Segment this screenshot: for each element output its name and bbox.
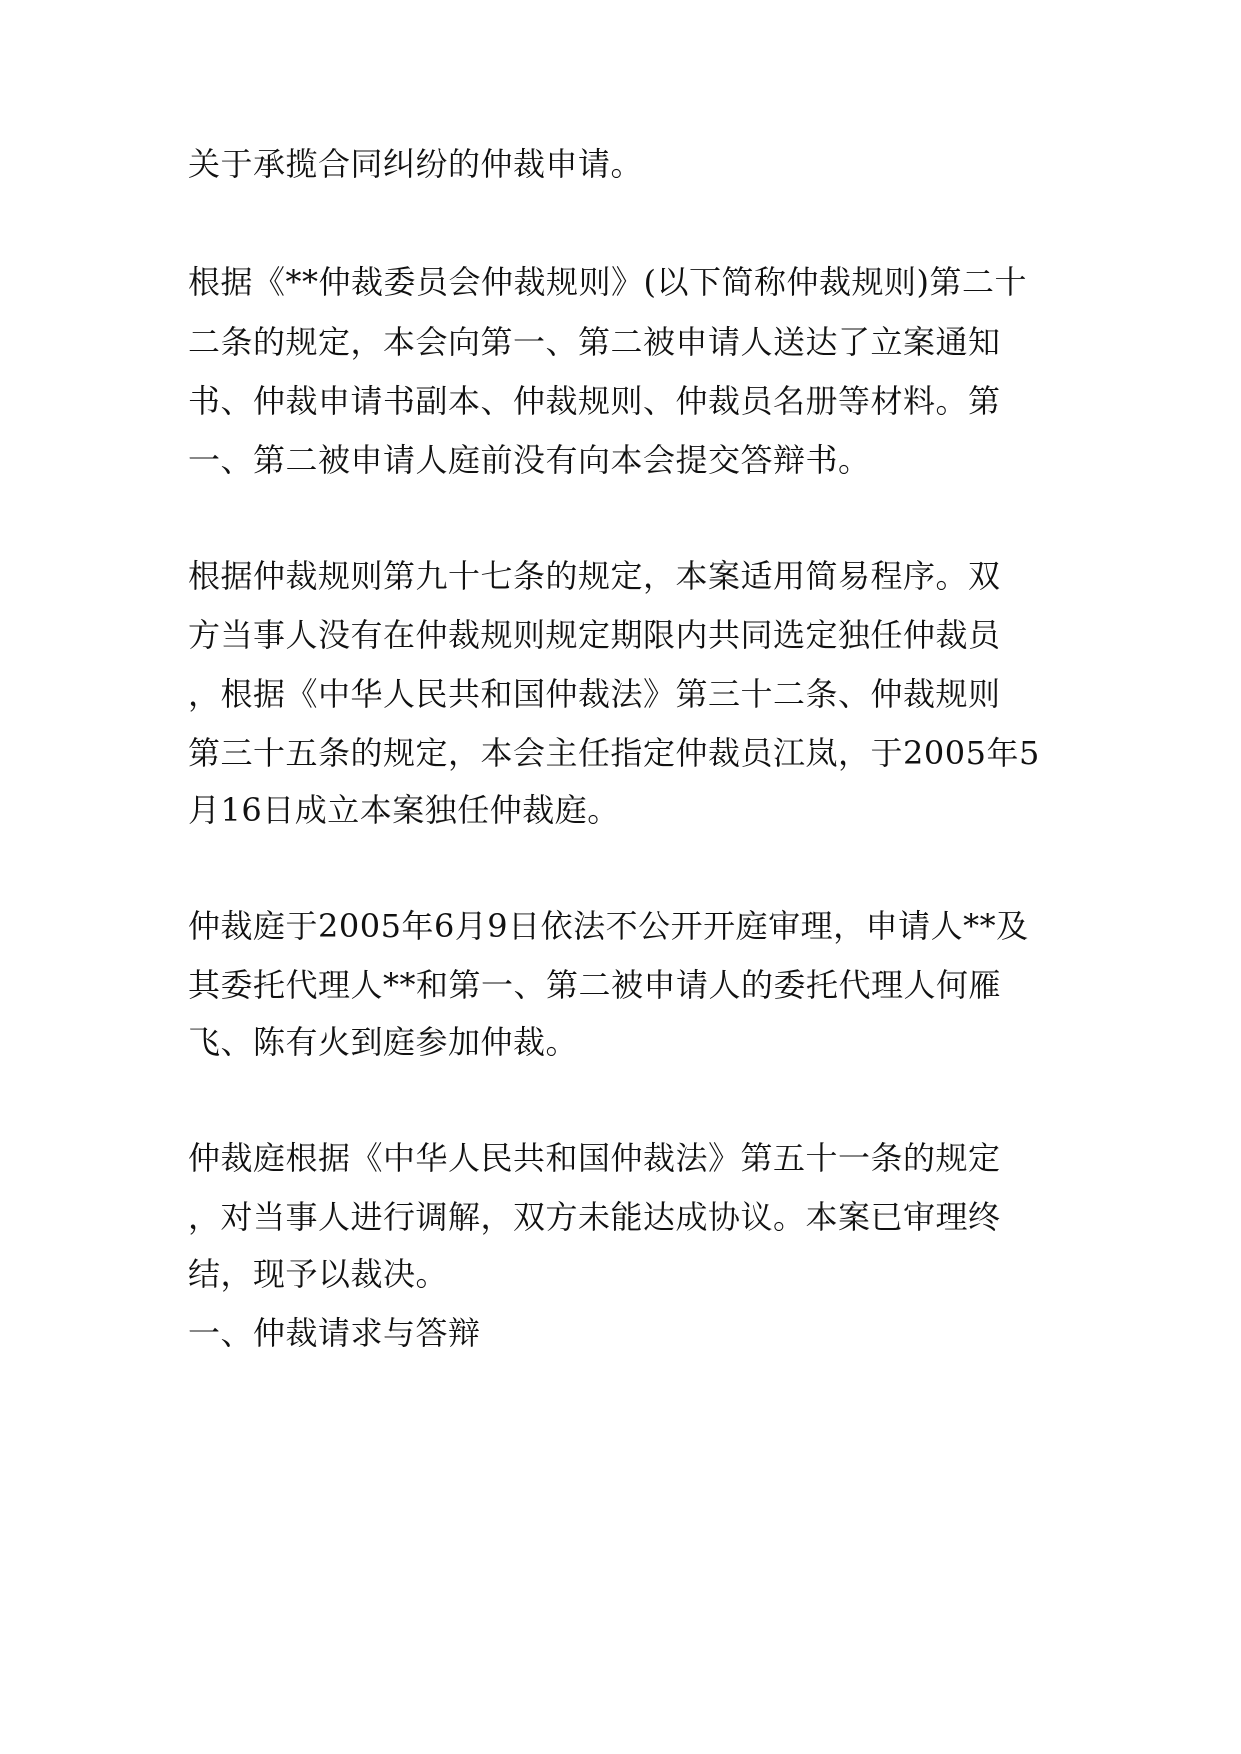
section-heading: 一、仲裁请求与答辩 (188, 1314, 481, 1352)
paragraph-2-line-2: 二条的规定，本会向第一、第二被申请人送达了立案通知 (188, 323, 1001, 361)
paragraph-1-line-1: 关于承揽合同纠纷的仲裁申请。 (188, 145, 644, 183)
paragraph-4-line-1: 仲裁庭于2005年6月9日依法不公开开庭审理，申请人**及 (188, 907, 1029, 945)
paragraph-3-line-1: 根据仲裁规则第九十七条的规定，本案适用简易程序。双 (188, 557, 1001, 595)
paragraph-2-line-4: 一、第二被申请人庭前没有向本会提交答辩书。 (188, 441, 871, 479)
paragraph-2-line-1: 根据《**仲裁委员会仲裁规则》(以下简称仲裁规则)第二十 (188, 263, 1027, 301)
paragraph-5-line-1: 仲裁庭根据《中华人民共和国仲裁法》第五十一条的规定 (188, 1139, 1001, 1177)
paragraph-3-line-5: 月16日成立本案独任仲裁庭。 (188, 791, 620, 829)
paragraph-4-line-3: 飞、陈有火到庭参加仲裁。 (188, 1023, 579, 1061)
paragraph-5-line-3: 结，现予以裁决。 (188, 1255, 449, 1293)
paragraph-5-line-2: ，对当事人进行调解，双方未能达成协议。本案已审理终 (188, 1198, 1001, 1236)
paragraph-3-line-3: ，根据《中华人民共和国仲裁法》第三十二条、仲裁规则 (188, 675, 1001, 713)
paragraph-3-line-4: 第三十五条的规定，本会主任指定仲裁员江岚，于2005年5 (188, 734, 1040, 772)
paragraph-3-line-2: 方当事人没有在仲裁规则规定期限内共同选定独任仲裁员 (188, 616, 1001, 654)
paragraph-2-line-3: 书、仲裁申请书副本、仲裁规则、仲裁员名册等材料。第 (188, 382, 1001, 420)
paragraph-4-line-2: 其委托代理人**和第一、第二被申请人的委托代理人何雁 (188, 966, 1002, 1004)
